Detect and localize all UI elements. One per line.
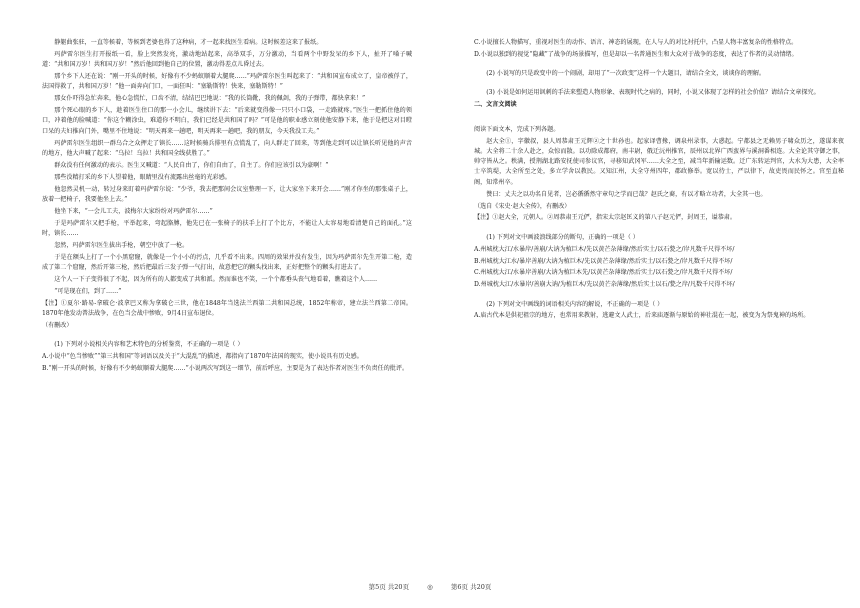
question-q1: (1) 下列对文中画波浪线部分的断句，正确的一项是（ ） <box>486 233 639 241</box>
paragraph: 他坐下来，“一会儿工夫，波梅尔大家纷纷对玛萨雷尔……” <box>54 207 213 215</box>
left-page-number: 第5页 共20页 <box>368 583 410 591</box>
classical-footnote: 【注】①赵大全，元朝人。②周恭肃王元俨，指宋太宗赵匡义的第八子赵元俨，封周王，谥恭肃。 <box>474 214 737 222</box>
paragraph: 这个人一下子变得很了不起，因为所有的人都变成了共和派。然而谁也不笑，一个个都垂头丧气地看着，瞧着这个人…… <box>54 275 378 283</box>
q1-option-d: D.州城枕大江/水暴岸/善崩大讷/为植巨木/先以黄芒杂薄缘/然后实土以石/甃之岸/凡数千尺得不坏/ <box>474 281 735 289</box>
option-d: D.小说以独到的视觉“隐藏”了战争的场景描写，但是却以一名普通医生和大众对于战争的态度，表达了作者的灵动情绪。 <box>474 50 798 58</box>
option-a: A.小说中“色当惨败”“第三共和国”等词语以及关于“大混乱”的描述，都指向了1870年法国的现实，使小说具有历史感。 <box>42 353 363 361</box>
question-q2: (2) 下列对文中画线的词语相关内容的解说，不正确的一项是（ ） <box>486 300 664 308</box>
right-page-number: 第6页 共20页 <box>450 583 492 591</box>
question-3: (3) 小说是如何运用讽刺的手法来塑造人物形象、表现时代之病的，同时，小说又体现了怎样的社会价值？请结合文章探究。 <box>486 89 820 97</box>
source-citation: （选自《宋史·赵大全传》，有删改） <box>474 202 571 210</box>
paragraph: 于是玛萨雷尔又把手枪，平举起来，弯起胳膊，他先已在一张椅子的扶手上打了个比方，不能让人太容易地看清楚自己的面孔。”这时，镇长…… <box>42 219 412 237</box>
option-c: C.小说擅长人物描写，重视对医生的动作、语言、神态的展现，在人与人的对比衬托中，凸显人物丰富复杂的性格特点。 <box>474 39 798 46</box>
paragraph: 忽然，玛萨雷尔医生拔出手枪，朝空中放了一枪。 <box>54 241 189 249</box>
q1-option-c: C.州城枕大江/水暴岸善崩/大讷为植巨木先/以黄芒杂薄缘/然后实土/以石甃之/岸凡数千尺得不坏/ <box>474 269 733 277</box>
paragraph: 那些没精打采的乡下人望着他，眼睛里没有流露出丝毫的光彩感。 <box>54 173 231 181</box>
paragraph: 那个死心眼的乡下人，趁着医生住口的那一小会儿，继续讲下去：“后来就变得像一只只小口袋，一走路就疼。”医生一把抓住他的领口，冲着他的脸喊道：“你这个糊涂虫，难道你不明白，我们已经是共和国了吗？”可是他的职业感立刻使他安静下来，他于是把这对目瞪口呆的夫妇推向门外，嘴里不住地说：“明天再来一趟吧，明天再来一趟吧，我的朋友，今天我没工夫。” <box>42 107 412 135</box>
paragraph: “可是现在们，到了……” <box>54 287 122 295</box>
page-separator-icon: ◎ <box>427 583 433 591</box>
q1-option-a: A.州城枕大江/水暴岸/善崩/大讷为植巨木/先以黄芒杂薄缘/然后实土/以石甃之/岸凡数千尺得不坏/ <box>474 245 735 253</box>
paragraph: 那个乡下人还在说：“刚一开头的时候，好像有不少蚂蚁顺着大腿爬……”玛萨雷尔医生叫起来了：“共和国宣布成立了，皇帝被俘了，法国得救了，共和国万岁！”他一面奔向门口，一面狂叫：“塞勒斯特！快来，塞勒斯特！” <box>42 73 412 91</box>
instruction: 阅读下面文本，完成下列各题。 <box>474 125 560 133</box>
edit-note: （有删改） <box>42 321 73 329</box>
right-column <box>474 38 844 323</box>
classical-text: 赵大全①，字徽叔，县人周恭肃王元辉②之十世孙也。起家译曹掾，调泉州录事，大惑起。宁都县之无赖男子啸众历之，遂谋来夜城。大全将二十余人赴之，众惊而散。以功除成都府，南丰尉，俄迁沅州推官，辰州以北界广西蛮界与溪洞番相连。大全论其守御之事，帅守皆从之。秩满，授荆湖北路安抚使司参议官，寻移知武冈军……大全之至，减当年新输运数。迁广东转运判官，大水为大患，大全率士卒筑堤，大全所至之处，多立学舍以教民。又知江州，大全守州四年，郡政修举。宽以待士，严以律下，故吏畏而民怀之。官至直秘阁，知常州卒。 <box>474 137 844 186</box>
paragraph: 玛萨雷尔医生组织一群乌合之众押走了镇长……这时候骑兵排里有点慌乱了，向人群走了回来，等到他走到可以让镇长听见他的声音的地方，他大声喊了起来：“乌拉！乌拉！共和国全线获胜了。” <box>42 139 412 157</box>
q2-option-a: A.庙古代本是供祀祖宗的地方，也常用来教射，逃避文人武士，后来庙逐渐与原始的神社混在一起，被变为为祭鬼神的场所。 <box>474 312 810 320</box>
section-heading: 二、文言文阅读 <box>474 101 517 109</box>
paragraph: 群众没有任何激动的表示。医生又喊道：“人民自由了，你们自由了，自主了。你们应该引以为豪啊！” <box>54 161 329 169</box>
question-1: (1) 下列对小说相关内容和艺术特色的分析鉴赏，不正确的一项是（ ） <box>54 341 244 349</box>
q1-option-b: B.州城枕大江水/暴岸善崩/大讷为植巨木/先以黄芒杂薄缘/然后实土/以石甃之/岸凡数千尺得不坏/ <box>474 257 733 265</box>
paragraph: 于是在额头上打了一个小黑窟窿，就像是一个小小的污点，几乎看不出来。四周的效果并没有发生，因为玛萨雷尔先生开第二枪，造成了第二个窟窿，然后开第三枪，然后把最后三发子弹一气打出，故意把它的颗头找出来，正好把整个的颗头打进去了。 <box>42 253 412 272</box>
footnote: 【注】①夏尔·路易-拿破仑·波拿巴又称为拿破仑三世，他在1848年当选法兰西第二共和国总统，1852年称帝，建立法兰西第二帝国。1870年他发动普法战争，在色当会战中惨败，9月4日宣布退位。 <box>42 299 412 318</box>
paragraph: 玛萨雷尔医生打开报纸一看，脸上突然发亮，激动地站起来，高举双手，万分激动，当看两个中野发呆的乡下人，扯开了嗓子喊道：“共和国万岁！共和国万岁！”然后他回到他自己的位置，激动得差点儿昏过去。 <box>42 50 412 69</box>
paragraph: 静躯曲张驻，一直等候着，等候到老婆也得了这种病，才一起来找医生看病。这时候差这来了报纸。 <box>54 39 323 46</box>
page-footer <box>0 582 860 591</box>
paragraph: 那女仆吓得急忙奔来，他心急慌忙，口齿不清，结结巴巴地说：“我的长筒靴，我的佩剑，我的子弹带，都快拿来！” <box>54 95 366 103</box>
option-b: B.“刚一开头的时候，好像有不少蚂蚁顺着大腿爬……”小说两次写到这一细节，前后呼应，主要是为了表达作者对医生不负责任的批评。 <box>42 365 409 372</box>
left-column <box>42 38 412 376</box>
question-2: (2) 小说写的只是政变中的一个闹剧，却用了“一次政变”这样一个大题目，请结合全文，谈谈你的理解。 <box>486 70 766 78</box>
paragraph: 他忽然灵机一动，转过身来盯着玛萨雷尔说：“少爷，我去把那间会议室整理一下，让大家坐下来开会……”刚才你坐的那张桌子上，放着一把椅子，我要他坐上去。” <box>42 185 412 203</box>
classical-text-commentary: 赞曰：丈夫之以功名自见者，岂必循循然守章句之学而已哉？赵氏之裔，有以才略立功者，大全其一也。 <box>486 190 767 198</box>
